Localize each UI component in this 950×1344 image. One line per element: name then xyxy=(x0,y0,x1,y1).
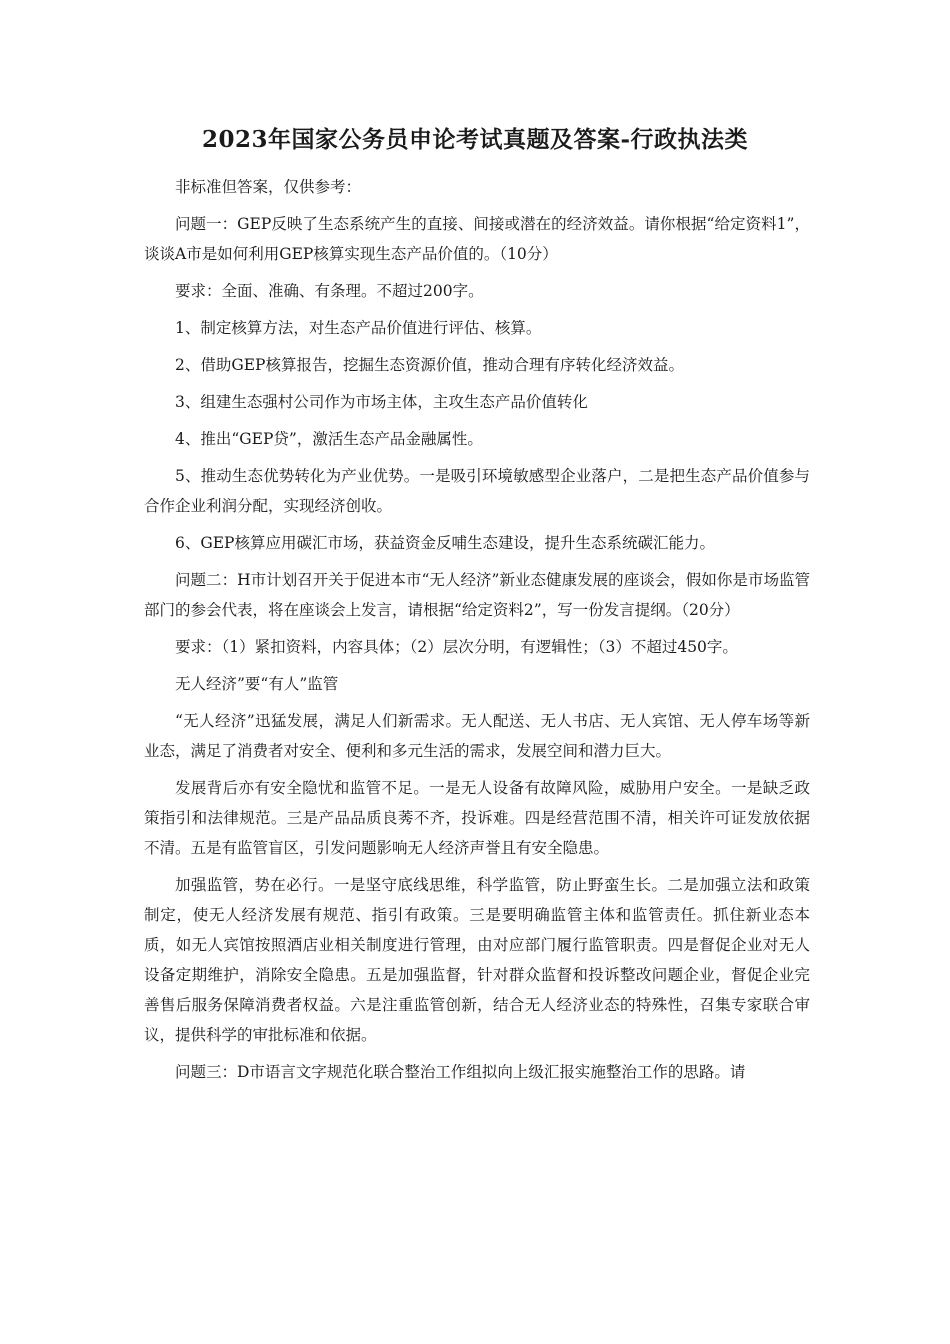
paragraph: 无人经济”要“有人”监管 xyxy=(175,675,339,693)
paragraph: 发展背后亦有安全隐忧和监管不足。一是无人设备有故障风险，威胁用户安全。一是缺乏政策指引和法律规范。三是产品品质良莠不齐，投诉难。四是经营范围不清，相关许可证发放依据不清。五是有监管盲区，引发问题影响无人经济声誉且有安全隐患。 xyxy=(144,779,810,857)
paragraph: 3、组建生态强村公司作为市场主体，主攻生态产品价值转化 xyxy=(175,393,588,411)
paragraph: 问题三：D市语言文字规范化联合整治工作组拟向上级汇报实施整治工作的思路。请 xyxy=(175,1063,746,1081)
paragraph: 加强监管，势在必行。一是坚守底线思维，科学监管，防止野蛮生长。二是加强立法和政策制定，使无人经济发展有规范、指引有政策。三是要明确监管主体和监管责任。抓住新业态本质，如无人宾馆按照酒店业相关制度进行管理，由对应部门履行监管职责。四是督促企业对无人设备定期维护，消除安全隐患。五是加强监督，针对群众监督和投诉整改问题企业，督促企业完善售后服务保障消费者权益。六是注重监管创新，结合无人经济业态的特殊性，召集专家联合审议，提供科学的审批标准和依据。 xyxy=(144,876,810,1044)
paragraph: 非标准但答案，仅供参考： xyxy=(175,178,362,196)
paragraph: 1、制定核算方法，对生态产品价值进行评估、核算。 xyxy=(175,319,542,337)
paragraph: “无人经济”迅猛发展，满足人们新需求。无人配送、无人书店、无人宾馆、无人停车场等新业态，满足了消费者对安全、便利和多元生活的需求，发展空间和潜力巨大。 xyxy=(144,712,810,760)
paragraph: 要求：全面、准确、有条理。不超过200字。 xyxy=(175,282,484,300)
paragraph: 5、推动生态优势转化为产业优势。一是吸引环境敏感型企业落户，二是把生态产品价值参与合作企业利润分配，实现经济创收。 xyxy=(144,467,810,515)
paragraph: 2、借助GEP核算报告，挖掘生态资源价值，推动合理有序转化经济效益。 xyxy=(175,356,684,374)
paragraph: 4、推出“GEP贷”，激活生态产品金融属性。 xyxy=(175,430,483,448)
paragraph: 要求：（1）紧扣资料，内容具体；（2）层次分明，有逻辑性；（3）不超过450字。 xyxy=(175,638,738,656)
document-title: 2023年国家公务员申论考试真题及答案-行政执法类 xyxy=(201,126,749,153)
document-body xyxy=(144,172,810,1094)
paragraph: 6、GEP核算应用碳汇市场，获益资金反哺生态建设，提升生态系统碳汇能力。 xyxy=(175,534,715,552)
paragraph: 问题二：H市计划召开关于促进本市“无人经济”新业态健康发展的座谈会，假如你是市场监管部门的参会代表，将在座谈会上发言，请根据“给定资料2”，写一份发言提纲。（20分） xyxy=(144,571,810,619)
paragraph: 问题一：GEP反映了生态系统产生的直接、间接或潜在的经济效益。请你根据“给定资料1”，谈谈A市是如何利用GEP核算实现生态产品价值的。（10分） xyxy=(144,215,810,263)
